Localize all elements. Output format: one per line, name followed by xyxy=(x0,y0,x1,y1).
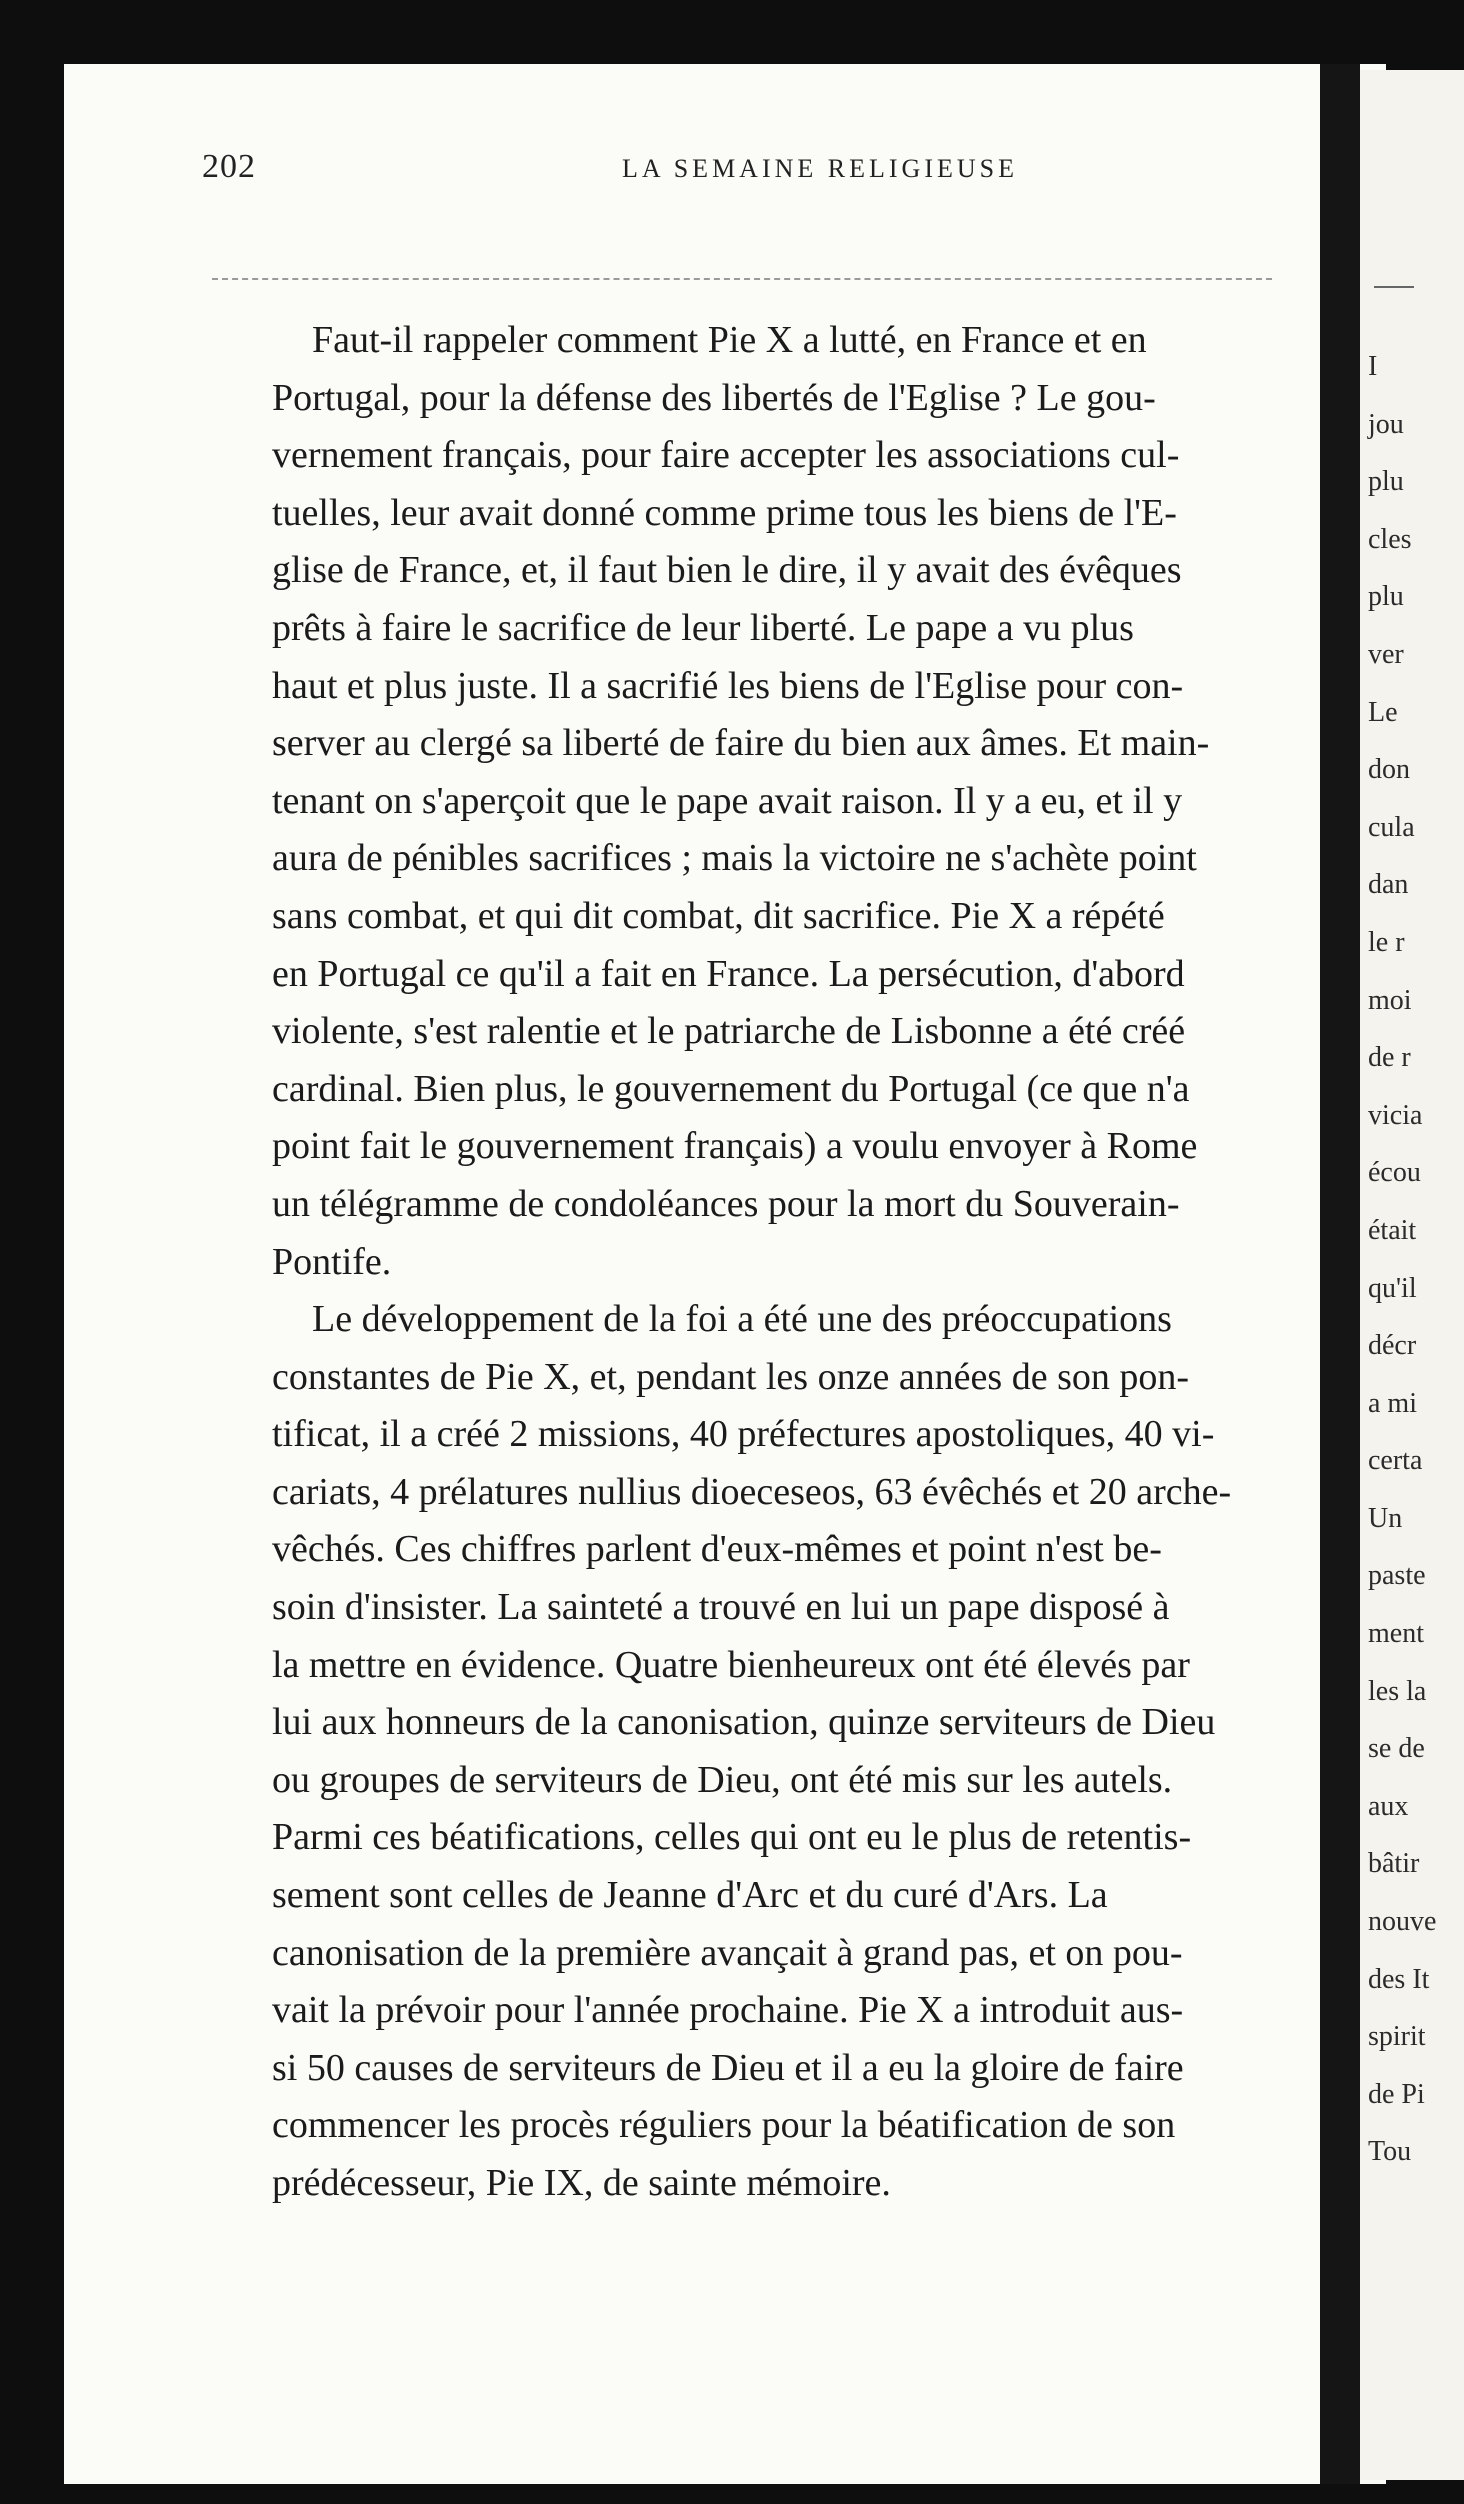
edge-line: des It xyxy=(1368,1963,1430,1995)
edge-line: Tou xyxy=(1368,2136,1412,2168)
text-line: un télégramme de condoléances pour la mort du Souverain- xyxy=(272,1182,1180,1225)
text-line: Pontife. xyxy=(272,1240,392,1283)
page-header xyxy=(202,142,1282,202)
edge-line: de r xyxy=(1368,1042,1411,1074)
edge-line: paste xyxy=(1368,1560,1426,1592)
text-line: prêts à faire le sacrifice de leur liberté. Le pape a vu plus xyxy=(272,606,1134,649)
edge-line: cula xyxy=(1368,811,1415,843)
text-line: cardinal. Bien plus, le gouvernement du Portugal (ce que n'a xyxy=(272,1067,1190,1110)
edge-line: plu xyxy=(1368,581,1404,613)
text-line: sement sont celles de Jeanne d'Arc et du curé d'Ars. La xyxy=(272,1874,1108,1917)
text-line: la mettre en évidence. Quatre bienheureux ont été élevés par xyxy=(272,1643,1190,1686)
edge-line: écou xyxy=(1368,1157,1421,1189)
text-line: glise de France, et, il faut bien le dire, il y avait des évêques xyxy=(272,549,1182,592)
text-line: vait la prévoir pour l'année prochaine. Pie X a introduit aus- xyxy=(272,1989,1184,2032)
edge-line: certa xyxy=(1368,1445,1423,1477)
edge-line: cles xyxy=(1368,523,1412,555)
edge-line: nouve xyxy=(1368,1906,1437,1938)
edge-line: était xyxy=(1368,1214,1417,1246)
text-line: ou groupes de serviteurs de Dieu, ont été mis sur les autels. xyxy=(272,1758,1173,1801)
edge-line: ver xyxy=(1368,638,1404,670)
text-line: Faut-il rappeler comment Pie X a lutté, en France et en xyxy=(312,319,1147,361)
edge-line: de Pi xyxy=(1368,2078,1425,2110)
paragraph xyxy=(272,312,1384,1291)
text-line: aura de pénibles sacrifices ; mais la victoire ne s'achète point xyxy=(272,837,1197,880)
edge-line: vicia xyxy=(1368,1099,1423,1131)
edge-line: bâtir xyxy=(1368,1848,1420,1880)
text-line: haut et plus juste. Il a sacrifié les biens de l'Eglise pour con- xyxy=(272,664,1184,707)
header-rule xyxy=(212,278,1272,280)
page-body xyxy=(272,312,1384,2213)
edge-line: don xyxy=(1368,754,1410,786)
edge-line: plu xyxy=(1368,466,1404,498)
text-line: commencer les procès réguliers pour la béatification de son xyxy=(272,2104,1176,2147)
edge-line: le r xyxy=(1368,926,1405,958)
text-line: cariats, 4 prélatures nullius dioeceseos, 63 évêchés et 20 arche- xyxy=(272,1470,1232,1513)
text-line: lui aux honneurs de la canonisation, quinze serviteurs de Dieu xyxy=(272,1701,1216,1744)
paragraph xyxy=(272,1291,1384,2213)
text-line: en Portugal ce qu'il a fait en France. La persécution, d'abord xyxy=(272,952,1185,995)
page-number: 202 xyxy=(202,148,256,185)
text-line: point fait le gouvernement français) a voulu envoyer à Rome xyxy=(272,1125,1198,1168)
edge-line: dan xyxy=(1368,869,1409,901)
edge-line: se de xyxy=(1368,1733,1425,1765)
edge-line: les la xyxy=(1368,1675,1427,1707)
edge-line: aux xyxy=(1368,1790,1409,1822)
text-line: vernement français, pour faire accepter les associations cul- xyxy=(272,434,1180,477)
text-line: Parmi ces béatifications, celles qui ont eu le plus de retentis- xyxy=(272,1816,1192,1859)
text-line: canonisation de la première avançait à grand pas, et on pou- xyxy=(272,1931,1183,1974)
text-line: prédécesseur, Pie IX, de sainte mémoire. xyxy=(272,2162,891,2204)
edge-line: Un xyxy=(1368,1502,1403,1534)
edge-line: a mi xyxy=(1368,1387,1417,1419)
text-line: tificat, il a créé 2 missions, 40 préfectures apostoliques, 40 vi- xyxy=(272,1413,1215,1456)
edge-line: Le xyxy=(1368,696,1398,728)
text-line: Portugal, pour la défense des libertés de l'Eglise ? Le gou- xyxy=(272,376,1156,419)
text-line: violente, s'est ralentie et le patriarche de Lisbonne a été créé xyxy=(272,1010,1186,1053)
edge-line: ment xyxy=(1368,1618,1424,1650)
edge-line: spirit xyxy=(1368,2021,1426,2053)
edge-line: jou xyxy=(1368,408,1404,440)
next-page-rule xyxy=(1374,286,1414,288)
text-line: sans combat, et qui dit combat, dit sacrifice. Pie X a répété xyxy=(272,894,1165,937)
text-line: si 50 causes de serviteurs de Dieu et il a eu la gloire de faire xyxy=(272,2046,1184,2089)
text-line: server au clergé sa liberté de faire du bien aux âmes. Et main- xyxy=(272,722,1210,765)
text-line: soin d'insister. La sainteté a trouvé en lui un pape disposé à xyxy=(272,1586,1170,1629)
edge-line: moi xyxy=(1368,984,1412,1016)
text-line: Le développement de la foi a été une des préoccupations xyxy=(312,1298,1172,1341)
text-line: constantes de Pie X, et, pendant les onze années de son pon- xyxy=(272,1355,1190,1398)
edge-line: qu'il xyxy=(1368,1272,1417,1304)
text-line: tuelles, leur avait donné comme prime tous les biens de l'E- xyxy=(272,491,1177,534)
running-head: LA SEMAINE RELIGIEUSE xyxy=(622,154,1018,183)
edge-line: I xyxy=(1368,351,1378,382)
edge-line: décr xyxy=(1368,1330,1417,1362)
text-line: vêchés. Ces chiffres parlent d'eux-mêmes et point n'est be- xyxy=(272,1528,1162,1571)
text-line: tenant on s'aperçoit que le pape avait raison. Il y a eu, et il y xyxy=(272,779,1183,822)
